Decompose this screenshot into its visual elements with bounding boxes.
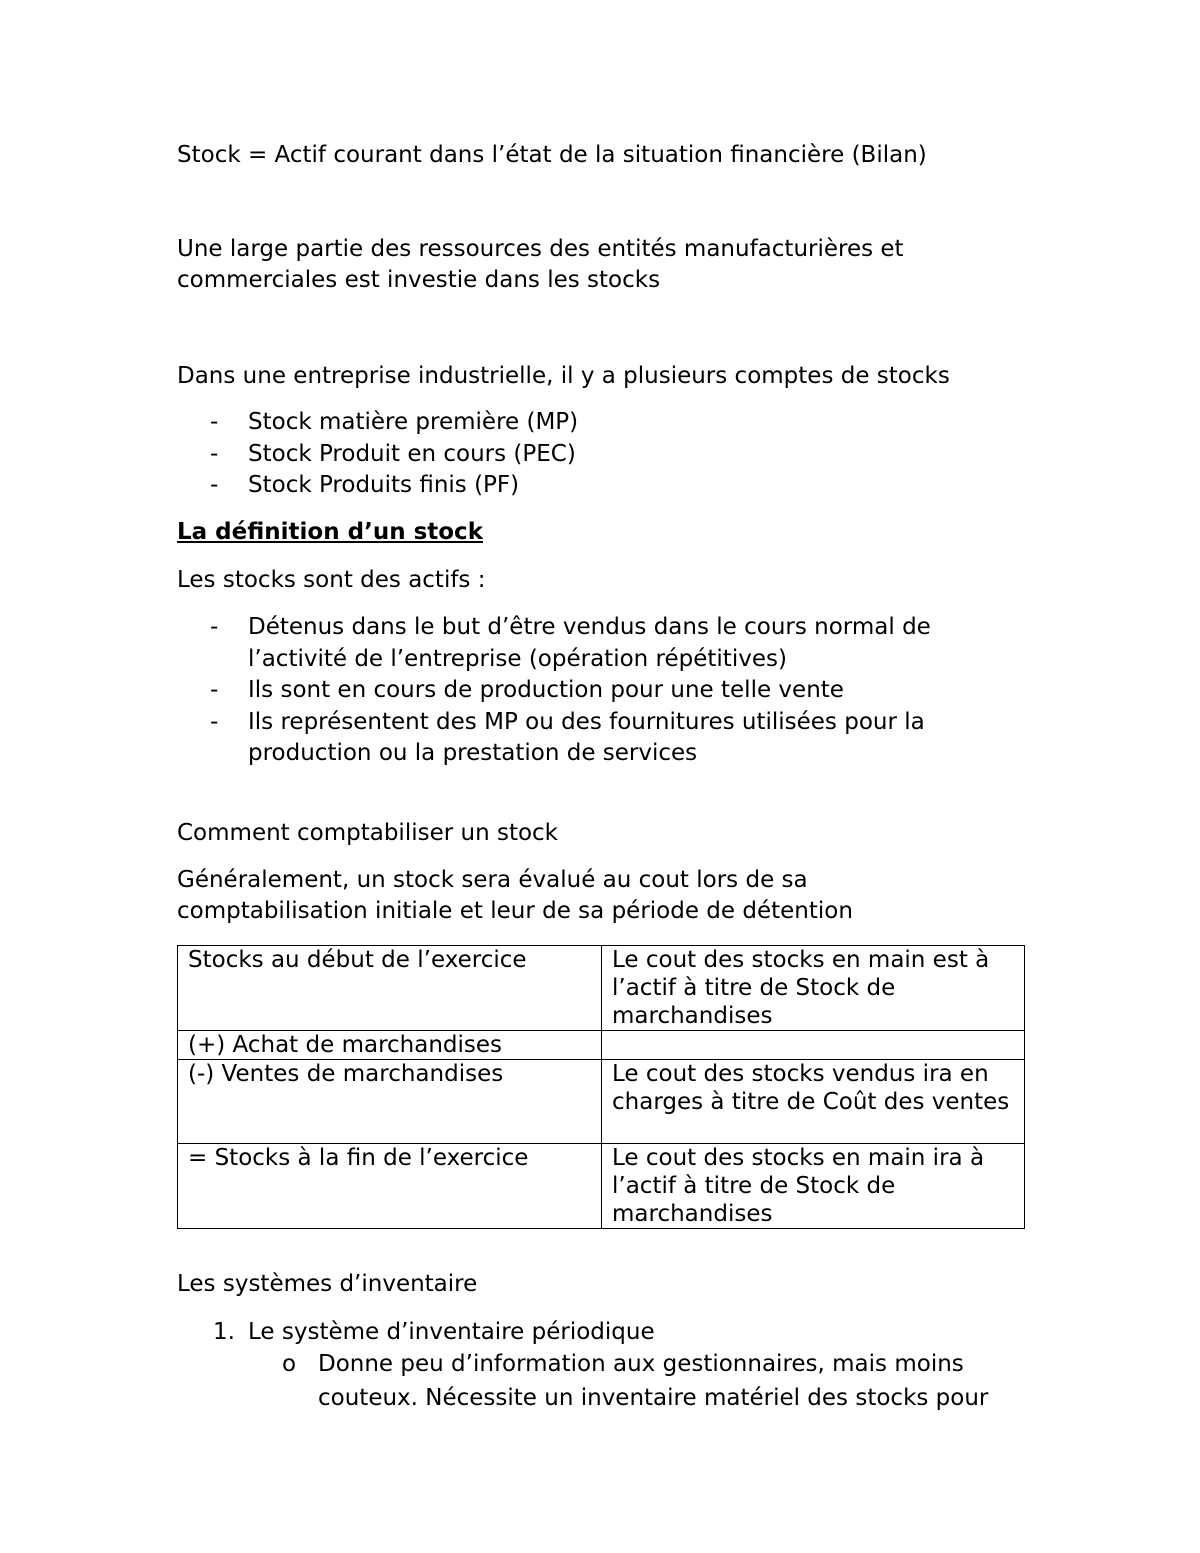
list-item-text: Stock Produits finis (PF) xyxy=(248,472,520,498)
list-item-text: Ils représentent des MP ou des fournitures utilisées pour la xyxy=(248,709,925,735)
table-cell: (-) Ventes de marchandises xyxy=(178,1060,602,1144)
list-item-text: Le système d’inventaire périodique xyxy=(248,1319,655,1345)
table-row xyxy=(178,1060,1025,1144)
paragraph-industrial-accounts: Dans une entreprise industrielle, il y a plusieurs comptes de stocks xyxy=(177,363,950,389)
dash-bullet: - xyxy=(210,614,219,640)
table-cell xyxy=(602,1031,1025,1060)
table-cell: = Stocks à la fin de l’exercice xyxy=(178,1144,602,1229)
paragraph-resources-line-1: Une large partie des ressources des entités manufacturières et xyxy=(177,236,904,262)
dash-bullet: - xyxy=(210,472,219,498)
list-item-text: Détenus dans le but d’être vendus dans le cours normal de xyxy=(248,614,931,640)
dash-bullet: - xyxy=(210,677,219,703)
paragraph-inventory-systems: Les systèmes d’inventaire xyxy=(177,1271,478,1297)
paragraph-valuation-line-1: Généralement, un stock sera évalué au cout lors de sa xyxy=(177,867,808,893)
section-heading: La définition d’un stock xyxy=(177,519,483,545)
number-marker: 1. xyxy=(213,1319,235,1345)
list-item-text: l’activité de l’entreprise (opération répétitives) xyxy=(248,646,787,672)
inventory-flow-table xyxy=(177,945,1025,1229)
paragraph-resources-line-2: commerciales est investie dans les stocks xyxy=(177,267,661,293)
table-cell: (+) Achat de marchandises xyxy=(178,1031,602,1060)
list-item-text: Stock matière première (MP) xyxy=(248,409,579,435)
table-row xyxy=(178,946,1025,1031)
paragraph-how-to-account: Comment comptabiliser un stock xyxy=(177,820,559,846)
list-item-text: Stock Produit en cours (PEC) xyxy=(248,441,576,467)
table-row xyxy=(178,1031,1025,1060)
list-item-text: Ils sont en cours de production pour une telle vente xyxy=(248,677,844,703)
table-cell: Le cout des stocks en main est à l’actif à titre de Stock de marchandises xyxy=(602,946,1025,1031)
list-item-text: Donne peu d’information aux gestionnaires, mais moins xyxy=(318,1351,964,1377)
dash-bullet: - xyxy=(210,409,219,435)
dash-bullet: - xyxy=(210,441,219,467)
list-item-text: production ou la prestation de services xyxy=(248,740,698,766)
list-item-text: couteux. Nécessite un inventaire matériel des stocks pour xyxy=(318,1385,989,1411)
circle-bullet: o xyxy=(282,1351,297,1377)
table-row xyxy=(178,1144,1025,1229)
paragraph-valuation-line-2: comptabilisation initiale et leur de sa période de détention xyxy=(177,898,853,924)
table-cell: Stocks au début de l’exercice xyxy=(178,946,602,1031)
paragraph-stock-definition: Stock = Actif courant dans l’état de la situation financière (Bilan) xyxy=(177,142,927,168)
dash-bullet: - xyxy=(210,709,219,735)
table-cell: Le cout des stocks en main ira à l’actif à titre de Stock de marchandises xyxy=(602,1144,1025,1229)
paragraph-stocks-are-assets: Les stocks sont des actifs : xyxy=(177,567,486,593)
table-cell: Le cout des stocks vendus ira en charges à titre de Coût des ventes xyxy=(602,1060,1025,1144)
